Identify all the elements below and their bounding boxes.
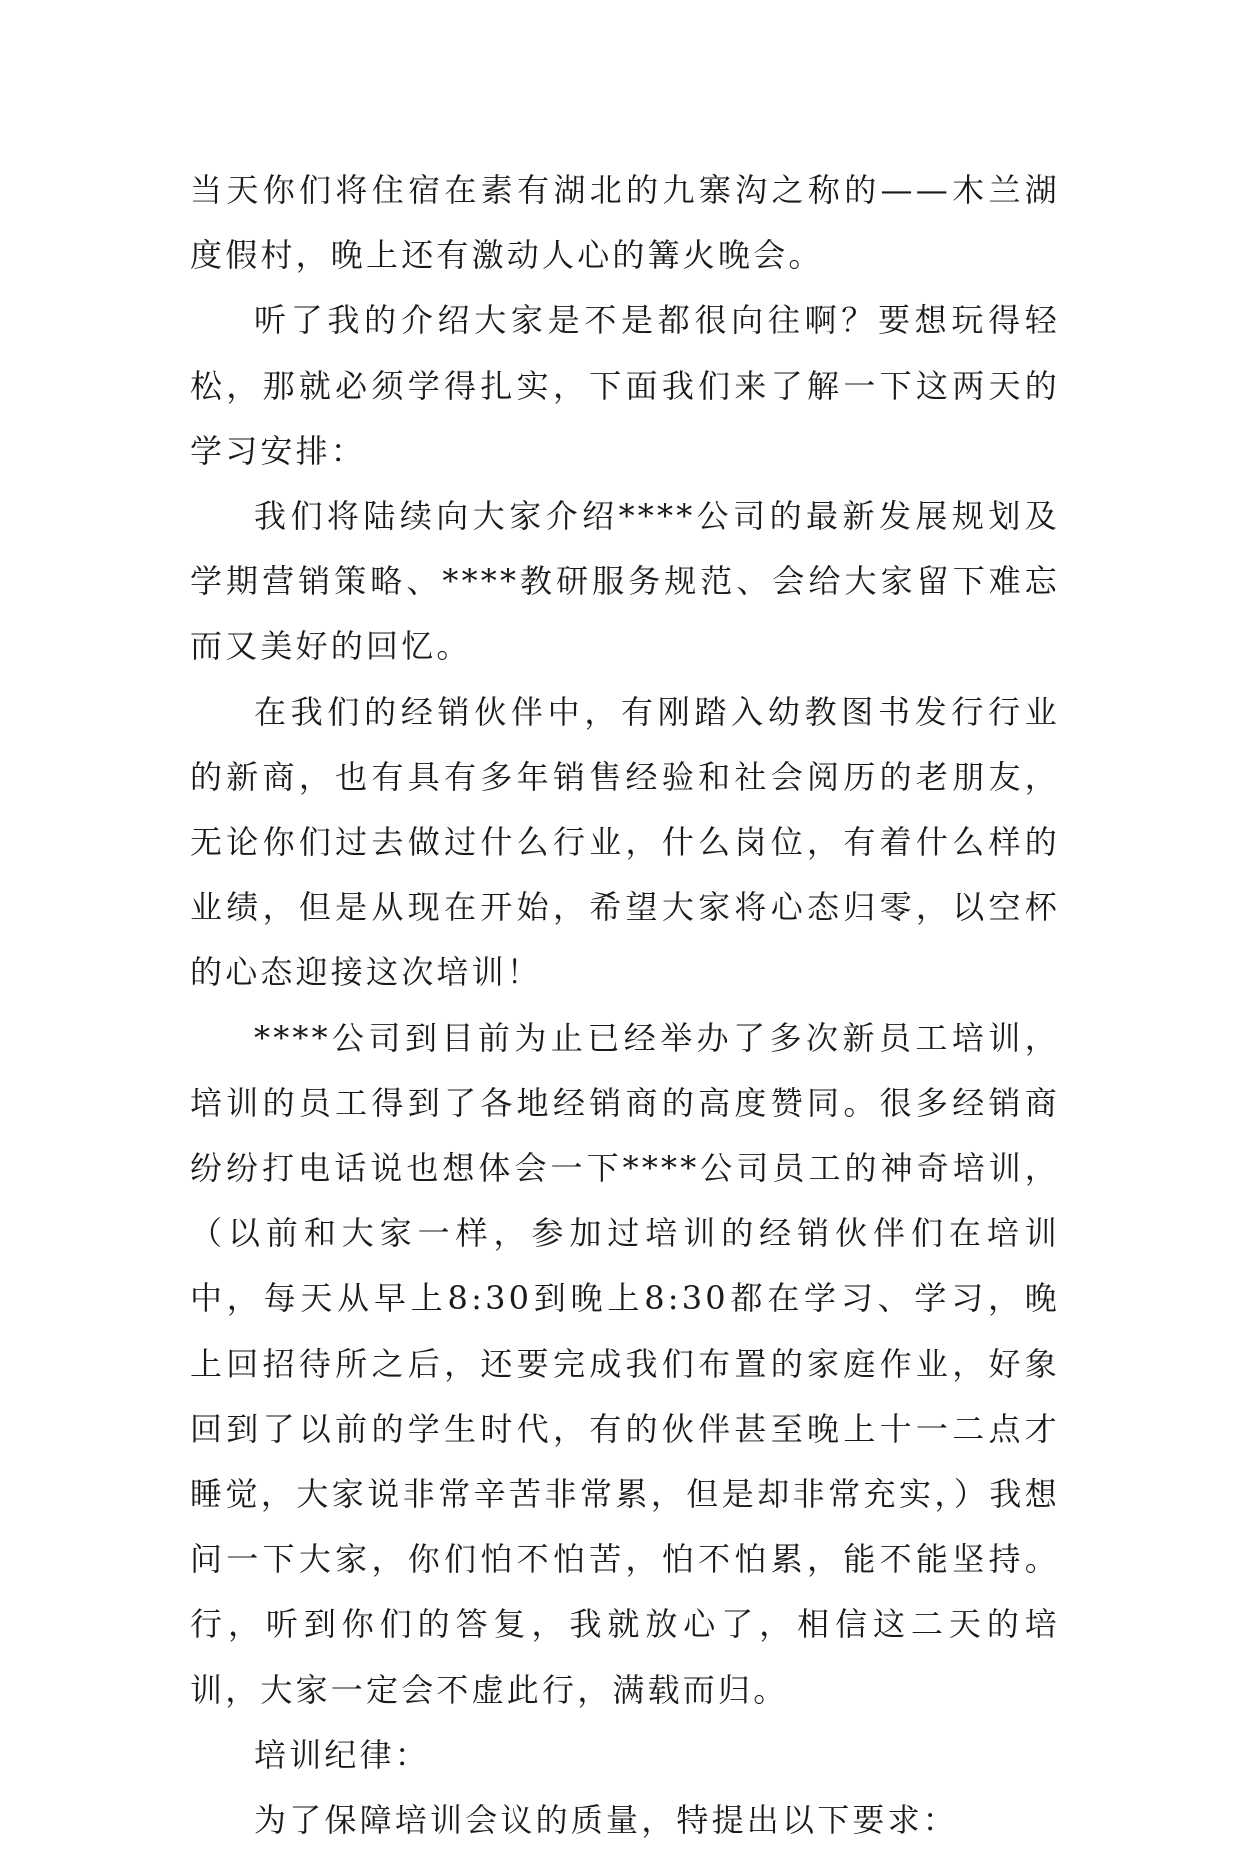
document-body <box>190 158 1060 1853</box>
paragraph-schedule-intro: 听了我的介绍大家是不是都很向往啊？要想玩得轻松，那就必须学得扎实，下面我们来了解一下这两天的学习安排： <box>190 301 1060 470</box>
paragraph-requirements: 为了保障培训会议的质量，特提出以下要求： <box>254 1801 959 1840</box>
paragraph-partners: 在我们的经销伙伴中，有刚踏入幼教图书发行行业的新商，也有具有多年销售经验和社会阅历的老朋友，无论你们过去做过什么行业，什么岗位，有着什么样的业绩，但是从现在开始，希望大家将心态归零，以空杯的心态迎接这次培训！ <box>190 692 1060 992</box>
paragraph-training-history: ****公司到目前为止已经举办了多次新员工培训，培训的员工得到了各地经销商的高度赞同。很多经销商纷纷打电话说也想体会一下****公司员工的神奇培训，（以前和大家一样，参加过培训的经销伙伴们在培训中，每天从早上8:30到晚上8:30都在学习、学习，晚上回招待所之后，还要完成我们布置的家庭作业，好象回到了以前的学生时代，有的伙伴甚至晚上十一二点才睡觉，大家说非常辛苦非常累，但是却非常充实，）我想问一下大家，你们怕不怕苦，怕不怕累，能不能坚持。行，听到你们的答复，我就放心了，相信这二天的培训，大家一定会不虚此行，满载而归。 <box>190 1018 1060 1709</box>
paragraph-discipline-heading: 培训纪律： <box>254 1735 431 1774</box>
paragraph-lodging: 当天你们将住宿在素有湖北的九寨沟之称的——木兰湖度假村，晚上还有激动人心的篝火晚会。 <box>190 171 1060 275</box>
paragraph-company-plan: 我们将陆续向大家介绍****公司的最新发展规划及学期营销策略、****教研服务规范、会给大家留下难忘而又美好的回忆。 <box>190 497 1060 666</box>
